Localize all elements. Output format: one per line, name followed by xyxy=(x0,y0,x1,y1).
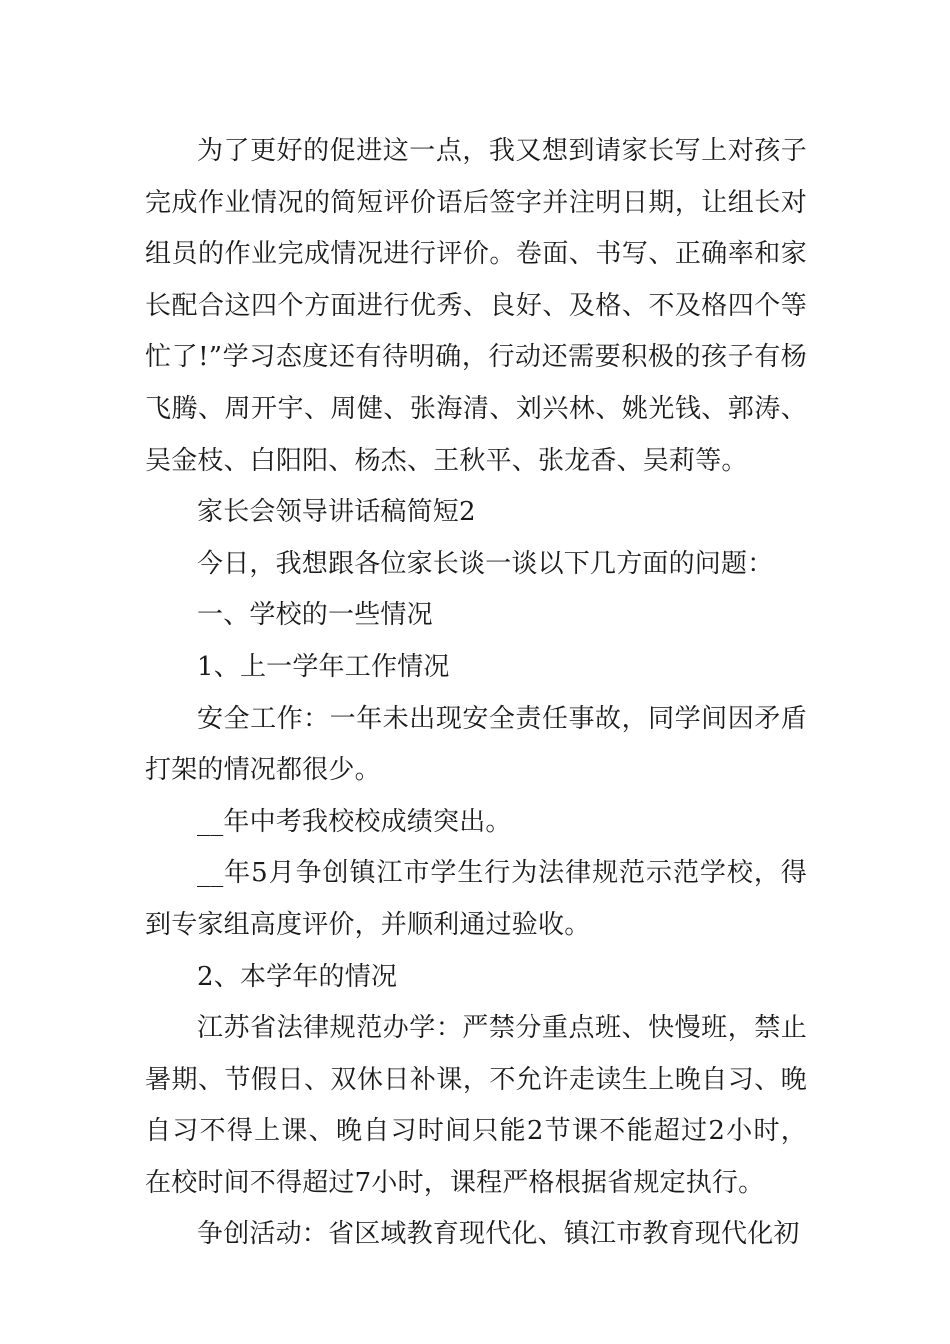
document-body xyxy=(145,126,807,1261)
section-title: 家长会领导讲话稿简短2 xyxy=(197,497,476,528)
heading-school-situation: 一、学校的一些情况 xyxy=(197,600,433,631)
subheading-last-year: 1、上一学年工作情况 xyxy=(197,651,450,682)
paragraph-safety: 安全工作：一年未出现安全责任事故，同学间因矛盾打架的情况都很少。 xyxy=(145,703,807,786)
paragraph-model-school: __年5月争创镇江市学生行为法律规范示范学校，得到专家组高度评价，并顺利通过验收。 xyxy=(145,858,807,940)
paragraph-regulations: 江苏省法律规范办学：严禁分重点班、快慢班，禁止暑期、节假日、双休日补课，不允许走读生上晚自习、晚自习不得上课、晚自习时间只能2节课不能超过2小时，在校时间不得超过7小时，课程严格根据省规定执行。 xyxy=(145,1013,807,1198)
subheading-this-year: 2、本学年的情况 xyxy=(197,961,398,992)
paragraph-activities: 争创活动：省区域教育现代化、镇江市教育现代化初 xyxy=(197,1219,800,1250)
paragraph-exam-results: __年中考我校校成绩突出。 xyxy=(197,806,512,837)
paragraph-intro: 今日，我想跟各位家长谈一谈以下几方面的问题： xyxy=(197,548,774,579)
paragraph-homework-evaluation: 为了更好的促进这一点，我又想到请家长写上对孩子完成作业情况的简短评价语后签字并注明日期，让组长对组员的作业完成情况进行评价。卷面、书写、正确率和家长配合这四个方面进行优秀、良好、及格、不及格四个等忙了!”学习态度还有待明确，行动还需要积极的孩子有杨飞腾、周开宇、周健、张海清、刘兴林、姚光钱、郭涛、吴金枝、白阳阳、杨杰、王秋平、张龙香、吴莉等。 xyxy=(145,136,807,476)
